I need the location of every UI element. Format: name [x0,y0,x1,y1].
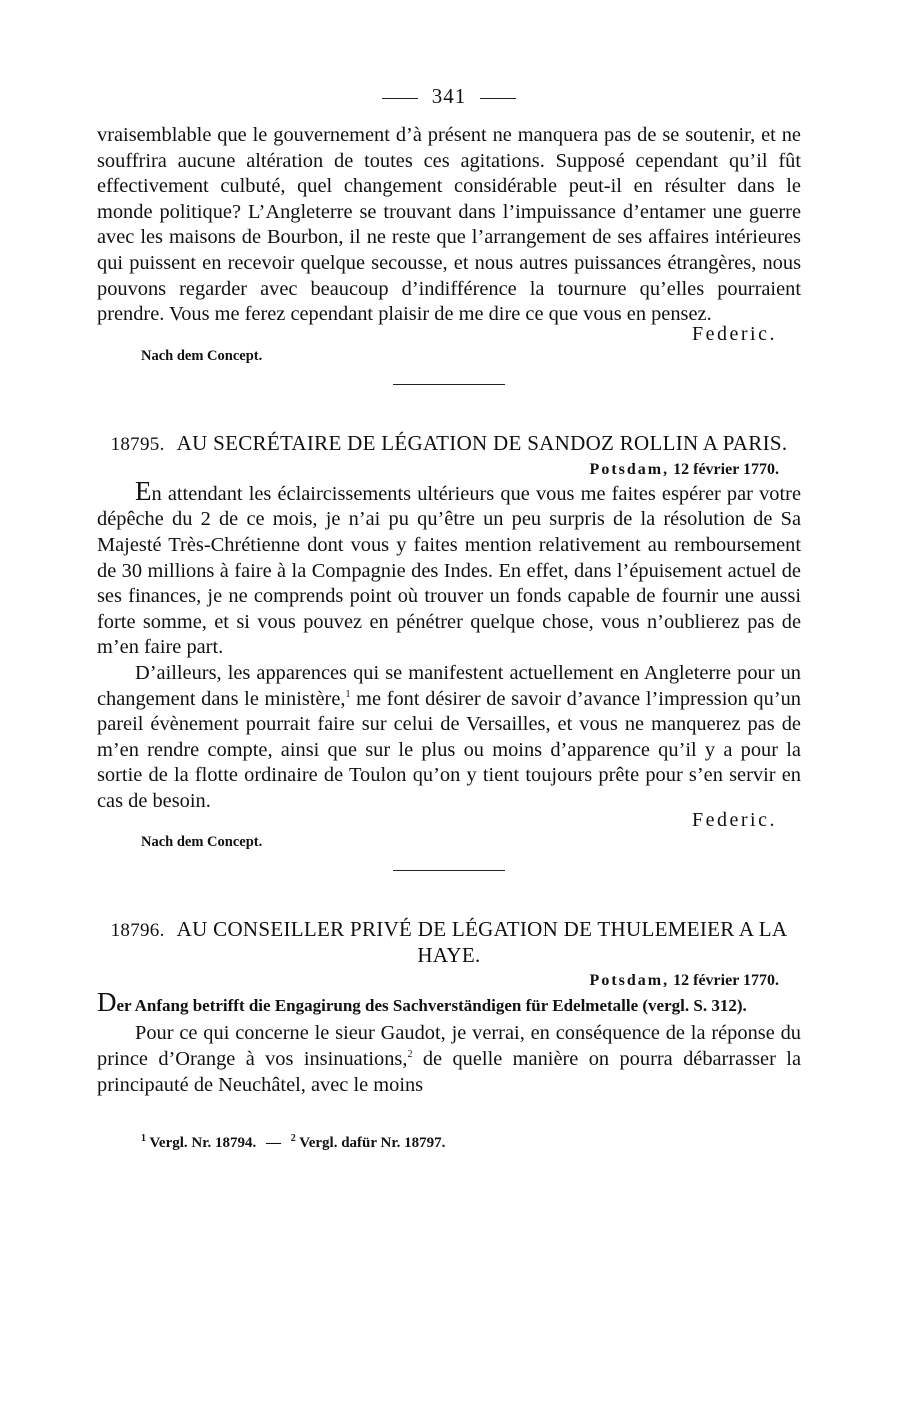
letter-18795-dateline [97,459,801,481]
footnote-separator: — [266,1135,282,1152]
footnotes [141,1132,801,1154]
letter-18795-paragraph-2 [97,661,801,815]
header-dash-left [382,98,418,99]
summary-text: er Anfang betrifft die Engagirung des Sachverständigen für Edelmetalle (vergl. S. 312). [116,996,747,1016]
footnote-2-text: Vergl. dafür Nr. 18797. [295,1135,446,1152]
paragraph-text: me font désirer de savoir d’avance l’impression qu’un pareil évènement pourrait faire sur celui de Versailles, et vous ne manquerez pas de m’en rendre compte, ainsi que sur le plus ou moins d’apparence qu’il y a pour la sortie de la flotte ordinaire de Toulon qu’on y tient toujours prête pour s’en servir en cas de besoin. [97,687,802,812]
letter-number: 18795. [110,433,165,455]
signature-2: Federic. [692,809,777,832]
book-page [97,84,801,1154]
letter-18796-paragraph-1 [97,1021,801,1098]
dateline-place: Potsdam, [589,460,670,478]
source-note-1: Nach dem Concept. [141,347,263,364]
page-number: 341 [431,84,467,108]
dateline-date: 12 février 1770. [673,460,779,478]
continued-letter-text: vraisemblable que le gouvernement d’à présent ne manquera pas de se soutenir, et ne souffrira aucune altération de toutes ces agitations. Supposé cependant qu’il fût effectivement culbuté, quel changement considérable peut-il en résulter dans le monde politique? L’Angleterre se trouvant dans l’impuissance d’entamer une guerre avec les maisons de Bourbon, il ne reste que l’arrangement de ses affaires intérieures qui puissent en recevoir quelque secousse, et nous autres puissances étrangères, nous pouvons regarder avec beaucoup d’indifférence la tournure qu’elles pourraient prendre. Vous me ferez cependant plaisir de me dire ce que vous en pensez. [97,124,801,326]
letter-18796-dateline [97,970,801,992]
footnote-2-mark: 2 [290,1133,296,1145]
letter-18796-heading [97,917,801,968]
paragraph-text: Pour ce qui concerne le sieur Gaudot, je verrai, en conséquence de la réponse du prince d’Orange à vos insinuations, [97,1022,801,1071]
dateline-place: Potsdam, [589,972,670,990]
initial-letter: D [97,987,117,1018]
letter-18796-summary [97,987,801,1018]
letter-18795-paragraph-1 [97,475,801,661]
paragraph-text: n attendant les éclaircissements ultérieurs que vous me faites espérer par votre dépêche du 2 de ce mois, je n’ai pu qu’être un peu surpris de la résolution de Sa Majesté Très-Chrétienne dont vous y faites mention relativement au remboursement de 30 millions à faire à la Compagnie des Indes. En effet, dans l’épuisement actuel de ses finances, je ne comprends point où trouver un fonds capable de fournir une aussi forte somme, et si vous pouvez en pénétrer quelque chose, vous n’oublierez pas de m’en faire part. [97,482,801,659]
header-dash-right [480,98,516,99]
footnote-1-text: Vergl. Nr. 18794. [146,1135,257,1152]
section-divider-2 [393,870,505,871]
letter-recipient: AU SECRÉTAIRE DE LÉGATION DE SANDOZ ROLLIN A PARIS. [176,430,788,455]
paragraph-text: D’ailleurs, les apparences qui se manifestent actuellement en Angleterre pour un changement dans le ministère, [97,661,801,710]
signature-1: Federic. [692,322,777,345]
source-note-2: Nach dem Concept. [141,834,263,851]
page-header [97,84,801,109]
letter-number: 18796. [110,920,165,942]
paragraph-text: de quelle manière on pourra débarrasser la principauté de Neuchâtel, avec le moins [97,1048,801,1096]
letter-18795-heading [97,431,801,457]
footnote-1-mark: 1 [141,1133,146,1145]
footnote-mark: 2 [407,1049,413,1061]
footnote-mark: 1 [345,688,351,700]
section-divider-1 [393,384,505,385]
dateline-date: 12 février 1770. [673,972,779,990]
letter-recipient: AU CONSEILLER PRIVÉ DE LÉGATION DE THULEMEIER A LA HAYE. [176,917,788,968]
initial-letter: E [135,475,152,506]
